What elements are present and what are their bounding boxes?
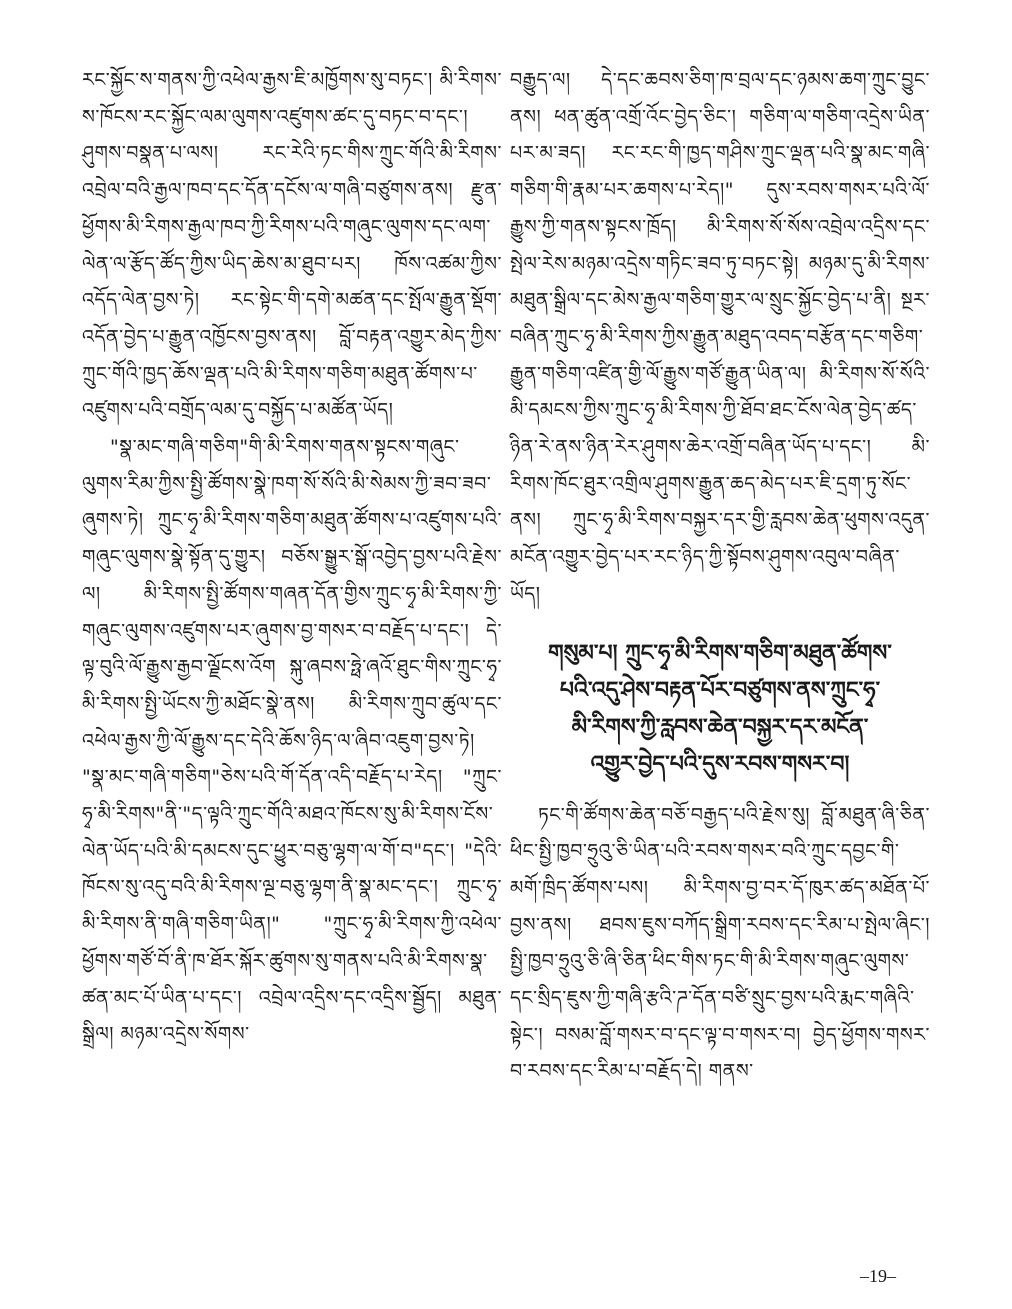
left-column [82, 62, 502, 1053]
section-heading-line: པའི་འདུ་ཤེས་བརྟན་པོར་བཙུགས་ནས་ཀྲུང་ཧྭ་ [559, 677, 881, 703]
section-heading-line: འགྱུར་བྱེད་པའི་དུས་རབས་གསར་བ། [590, 751, 850, 777]
body-paragraph: བརྒྱུད་ལ། དེ་དང་ཆབས་ཅིག་ཁ་བྲལ་དང་ཉམས་ཆག་ཀྲུང་བྱུང་ནས། ཕན་ཚུན་འགྲོ་འོང་བྱེད་ཅིང་། གཅིག་ལ་གཅིག་འདྲེས་ཡིན་པར་མ་ཟད། རང་རང་གི་ཁྱད་གཤིས་ཀྲུང་ལྡན་པའི་སྣ་མང་གཞི་གཅིག་གི་རྣམ་པར་ཆགས་པ་རེད།" དུས་རབས་གསར་པའི་ལོ་རྒྱུས་ཀྱི་གནས་སྟངས་ཁྲོད། མི་རིགས་སོ་སོས་འབྲེལ་འདྲིས་དང་སྤེལ་རེས་མཉམ་འདྲེས་གཏིང་ཟབ་ཏུ་བཏང་སྟེ། མཉམ་དུ་མི་རིགས་མཐུན་སྒྲིལ་དང་མེས་རྒྱལ་གཅིག་གྱུར་ལ་སྲུང་སྐྱོང་བྱེད་པ་ནི། སྔར་བཞིན་ཀྲུང་ཧྭ་མི་རིགས་ཀྱིས་རྒྱུན་མཐུད་འབད་བརྩོན་དང་གཅིག་རྒྱུན་གཅིག་འཛིན་གྱི་ལོ་རྒྱུས་གཙོ་རྒྱུན་ཡིན་ལ། མི་རིགས་སོ་སོའི་མི་དམངས་ཀྱིས་ཀྲུང་ཧྭ་མི་རིགས་ཀྱི་ཐོབ་ཐང་ངོས་ལེན་བྱེད་ཚད་ཉིན་རེ་ནས་ཉིན་རེར་ཤུགས་ཆེར་འགྲོ་བཞིན་ཡོད་པ་དང་། མི་རིགས་ཁོང་ཐུར་འགྲིལ་ཤུགས་རྒྱུན་ཆད་མེད་པར་ཇི་དྲག་ཏུ་སོང་ནས། ཀྲུང་ཧྭ་མི་རིགས་བསྐྱར་དར་གྱི་རླབས་ཆེན་ཕུགས་འདུན་མངོན་འགྱུར་བྱེད་པར་རང་ཉིད་ཀྱི་སྟོབས་ཤུགས་འབུལ་བཞིན་ཡོད། [510, 69, 930, 605]
right-column [510, 62, 930, 1090]
section-heading [510, 635, 930, 783]
page-number: –19– [860, 1266, 896, 1286]
section-heading-line: མི་རིགས་ཀྱི་རླབས་ཆེན་བསྐྱར་དར་མངོན་ [571, 714, 869, 740]
body-paragraph: ཏང་གི་ཚོགས་ཆེན་བཅོ་བརྒྱད་པའི་རྗེས་སུ། བློ་མཐུན་ཞི་ཅིན་ཕིང་སྤྱི་ཁྱབ་ཧྲུའུ་ཅི་ཡིན་པའི་རབས་གསར་བའི་ཀྲུང་དབྱང་གི་མགོ་ཁྲིད་ཚོགས་པས། མི་རིགས་བྱ་བར་དོ་ཁུར་ཚད་མཐོན་པོ་བྱས་ནས། ཐབས་ཇུས་བཀོད་སྒྲིག་རབས་དང་རིམ་པ་སྤེལ་ཞིང་། སྤྱི་ཁྱབ་ཧྲུའུ་ཅི་ཞི་ཅིན་ཕིང་གིས་ཏང་གི་མི་རིགས་གཞུང་ལུགས་དང་སྲིད་ཇུས་ཀྱི་གཞི་རྩའི་ཌ་དོན་བཙི་སྲུང་བྱས་པའི་རྨང་གཞིའི་སྟེང་། བསམ་བློ་གསར་བ་དང་ལྟ་བ་གསར་བ། བྱེད་ཕྱོགས་གསར་བ་རབས་དང་རིམ་པ་བརྗོད་དེ། གནས་ [510, 803, 930, 1083]
body-paragraph: རང་སྐྱོང་ས་གནས་ཀྱི་འཕེལ་རྒྱས་ཇི་མཁྱོགས་སུ་བཏང་། མི་རིགས་ས་ཁོངས་རང་སྐྱོང་ལམ་ལུགས་འཛུགས་ཚང་དུ་བཏང་བ་དང་། ཤུགས་བསྣན་པ་ལས། རང་རེའི་ཏང་གིས་ཀྲུང་གོའི་མི་རིགས་འབྲེལ་བའི་རྒྱལ་ཁབ་དང་དོན་དངོས་ལ་གཞི་བཙུགས་ནས། རྫུན་ཕྱོགས་མི་རིགས་རྒྱལ་ཁབ་ཀྱི་རིགས་པའི་གཞུང་ལུགས་དང་ལག་ལེན་ལ་རྩོད་ཚོད་ཀྱིས་ཡིད་ཆེས་མ་ཐུབ་པར། ཁོས་འཚམ་ཀྱིས་འདོད་ལེན་བྱས་ཏེ། རང་སྟེང་གི་དགེ་མཚན་དང་སྤོལ་རྒྱུན་སྡོག་འདོན་བྱེད་པ་རྒྱུན་འཁྱོངས་བྱས་ནས། བློ་བརྟན་འགྱུར་མེད་ཀྱིས་ཀྲུང་གོའི་ཁྱད་ཆོས་ལྡན་པའི་མི་རིགས་གཅིག་མཐུན་ཚོགས་པ་འཛུགས་པའི་བགྲོད་ལམ་དུ་བསྐྱོད་པ་མཚོན་ཡོད། [82, 69, 502, 422]
body-paragraph: "སྣ་མང་གཞི་གཅིག"གི་མི་རིགས་གནས་སྟངས་གཞུང་ལུགས་རིམ་ཀྱིས་སྤྱི་ཚོགས་སྣེ་ཁག་སོ་སོའི་མི་སེམས་ཀྱི་ཟབ་ཟབ་ཞུགས་ཏེ། ཀྲུང་ཧྭ་མི་རིགས་གཅིག་མཐུན་ཚོགས་པ་འཛུགས་པའི་གཞུང་ལུགས་སྣེ་སྟོན་དུ་གྱུར། བཅོས་སྒྱུར་སྒོ་འབྱེད་བྱས་པའི་རྗེས་ལ། མི་རིགས་སྤྱི་ཚོགས་གཞན་དོན་གྱིས་ཀྲུང་ཧྭ་མི་རིགས་ཀྱི་གཞུང་ལུགས་འཛུགས་པར་ཞུགས་བྱ་གསར་བ་བརྗོད་པ་དང་། དེ་ལྟ་བུའི་ལོ་རྒྱུས་རྒྱབ་ལྗོངས་འོག སྐུ་ཞབས་ཧྥེ་ཞའོ་ཐུང་གིས་ཀྲུང་ཧྭ་མི་རིགས་སྤྱི་ཡོངས་ཀྱི་མཐོང་སྣེ་ནས། མི་རིགས་ཀྲུབ་ཚུལ་དང་འཕེལ་རྒྱས་ཀྱི་ལོ་རྒྱུས་དང་དེའི་ཆོས་ཉིད་ལ་ཞིབ་འཇུག་བྱས་ཏེ། "སྣ་མང་གཞི་གཅིག"ཅེས་པའི་གོ་དོན་འདི་བརྗོད་པ་རེད། "ཀྲུང་ཧྭ་མི་རིགས"ནི་"ད་ལྟའི་ཀྲུང་གོའི་མཐའ་ཁོངས་སུ་མི་རིགས་ངོས་ལེན་ཡོད་པའི་མི་དམངས་དུང་ཕྱུར་བཅུ་ལྷག་ལ་གོ་བ"དང་། "དེའི་ཁོངས་སུ་འདུ་བའི་མི་རིགས་ལྔ་བཅུ་ལྷག་ནི་སྣ་མང་དང་། ཀྲུང་ཧྭ་མི་རིགས་ནི་གཞི་གཅིག་ཡིན།" "ཀྲུང་ཧྭ་མི་རིགས་ཀྱི་འཕེལ་ཕྱོགས་གཙོ་བོ་ནི་ཁ་ཐོར་སྐོར་ཚུགས་སུ་གནས་པའི་མི་རིགས་སྣ་ཚན་མང་པོ་ཡིན་པ་དང་། འབྲེལ་འདྲིས་དང་འདྲིས་སྦྱོད། མཐུན་སྒྲིལ། མཉམ་འདྲེས་སོགས་ [82, 436, 502, 1046]
section-heading-line: གསུམ་པ། ཀྲུང་ཧྭ་མི་རིགས་གཅིག་མཐུན་ཚོགས་ [548, 640, 892, 666]
